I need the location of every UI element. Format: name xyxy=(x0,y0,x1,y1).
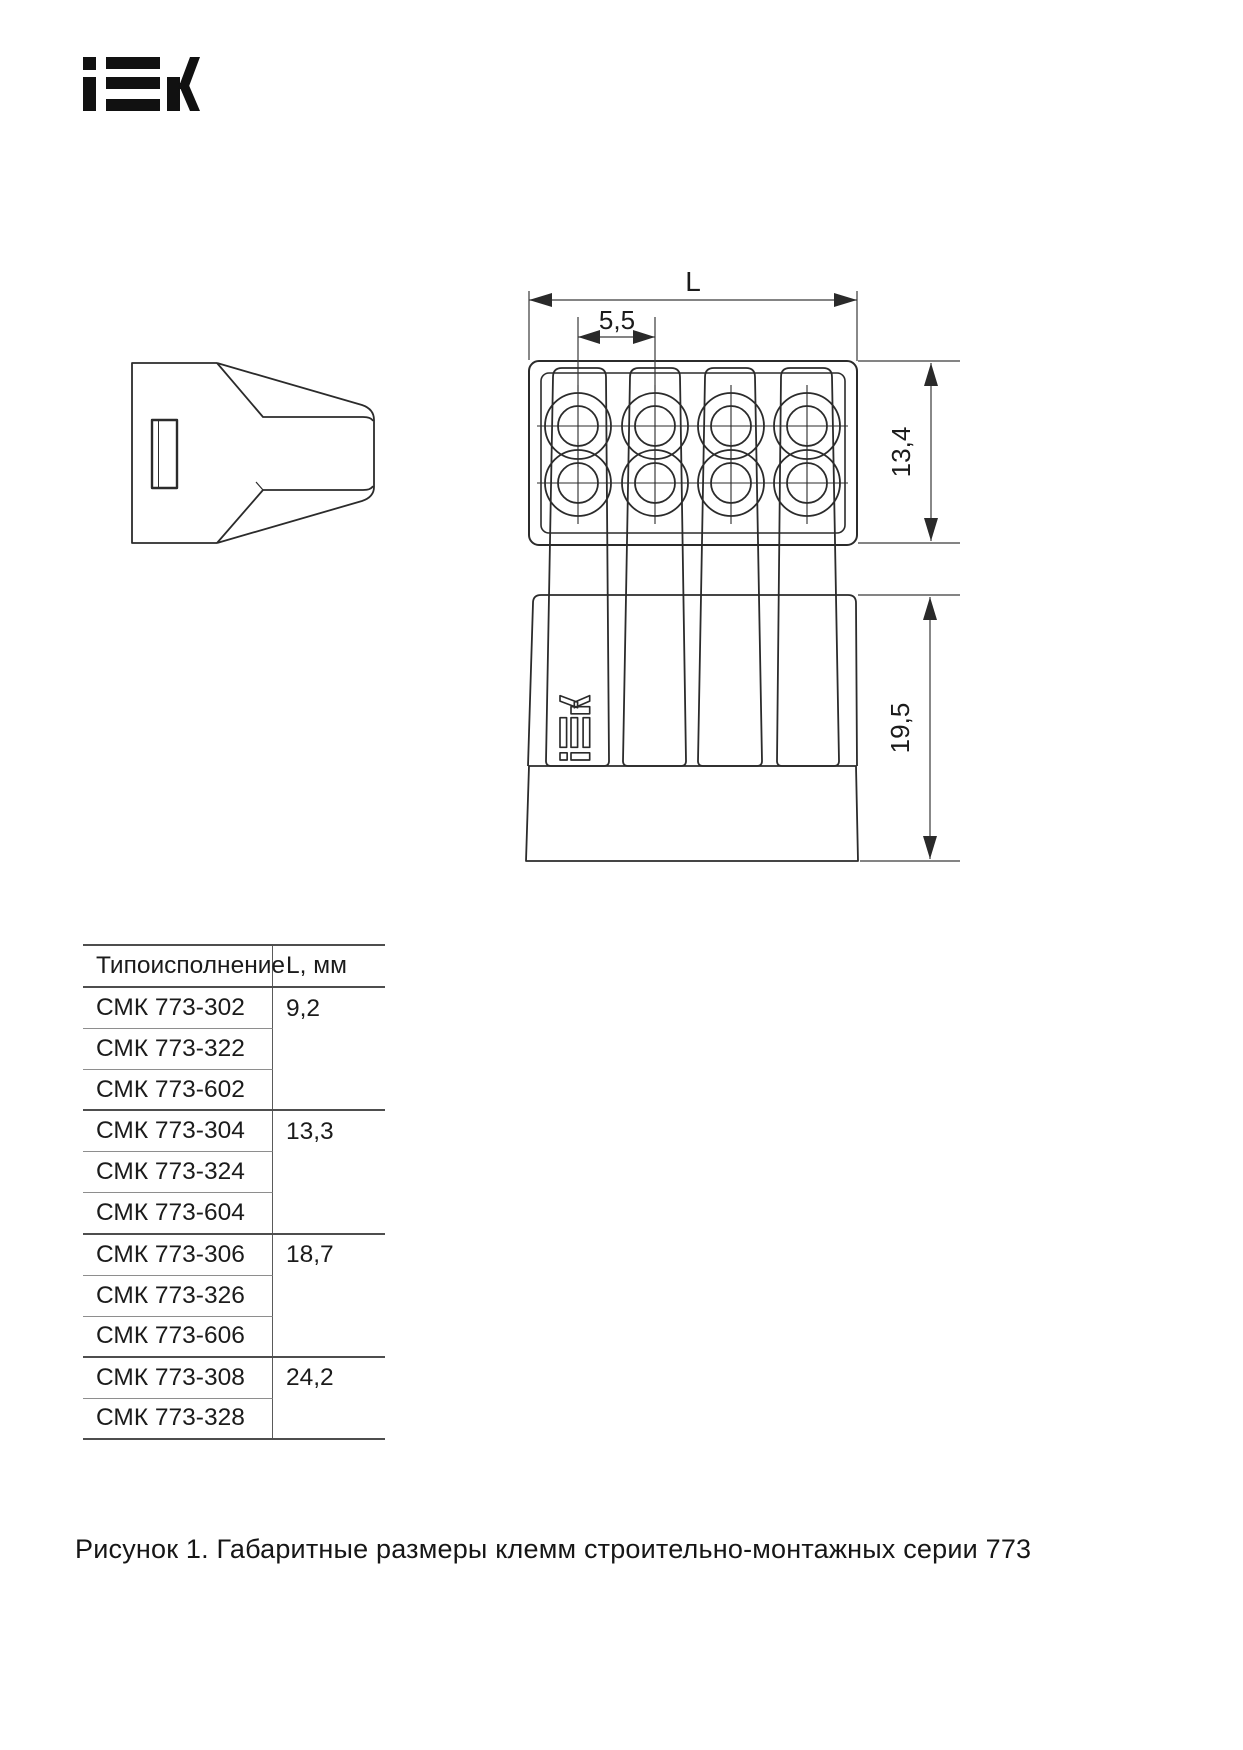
table-row xyxy=(83,1276,385,1317)
side-view xyxy=(132,363,374,543)
table-row xyxy=(83,1152,385,1193)
cell-length xyxy=(273,1029,385,1070)
terminal-hole xyxy=(766,442,848,524)
table-row xyxy=(83,988,385,1029)
figure-caption: Рисунок 1. Габаритные размеры клемм строительно-монтажных серии 773 xyxy=(75,1534,1032,1564)
arrowhead-down-icon xyxy=(923,836,937,859)
table-row xyxy=(83,1235,385,1276)
cell-model: СМК 773-302 xyxy=(83,988,273,1029)
table-header-row xyxy=(83,944,385,988)
arrowhead-left-icon xyxy=(529,293,552,307)
terminal-holes xyxy=(537,385,848,524)
cell-model: СМК 773-324 xyxy=(83,1152,273,1193)
table-header-model: Типоисполнение xyxy=(83,946,273,986)
arrowhead-up-icon xyxy=(923,597,937,620)
cell-model: СМК 773-322 xyxy=(83,1029,273,1070)
table-row xyxy=(83,1070,385,1111)
arrowhead-left-icon xyxy=(578,330,600,344)
dim-label-length: L xyxy=(685,266,701,297)
cell-model: СМК 773-308 xyxy=(83,1358,273,1399)
dimension-drawing xyxy=(0,230,1243,910)
cell-model: СМК 773-328 xyxy=(83,1399,273,1438)
front-view-base xyxy=(526,766,858,861)
table-row xyxy=(83,1358,385,1399)
cell-length: 9,2 xyxy=(286,994,321,1022)
side-view-window xyxy=(152,420,177,488)
cell-length xyxy=(273,1276,385,1317)
front-view xyxy=(526,368,858,861)
dim-label-height-top: 13,4 xyxy=(886,426,916,478)
side-view-taper-inner-bottom xyxy=(217,486,373,543)
cell-model: СМК 773-602 xyxy=(83,1070,273,1109)
dimension-pitch xyxy=(578,305,655,391)
arrowhead-right-icon xyxy=(633,330,655,344)
table-row xyxy=(83,1317,385,1358)
cell-length: 18,7 xyxy=(286,1241,334,1269)
cell-model: СМК 773-606 xyxy=(83,1317,273,1356)
dimension-height-front xyxy=(858,595,960,861)
cell-model: СМК 773-326 xyxy=(83,1276,273,1317)
cell-length xyxy=(273,1399,385,1438)
cell-length xyxy=(273,1152,385,1193)
cell-model: СМК 773-304 xyxy=(83,1111,273,1152)
dimension-height-top xyxy=(858,361,960,543)
dim-label-height-front: 19,5 xyxy=(885,702,915,754)
cell-length: 24,2 xyxy=(286,1364,334,1392)
table-row xyxy=(83,1399,385,1440)
iek-logo xyxy=(83,57,200,111)
top-view-inner-body xyxy=(541,373,845,533)
cell-length xyxy=(273,1317,385,1356)
spec-table xyxy=(83,944,385,1440)
cell-length xyxy=(273,1070,385,1109)
arrowhead-up-icon xyxy=(924,363,938,386)
cell-length xyxy=(273,1193,385,1232)
cell-model: СМК 773-604 xyxy=(83,1193,273,1232)
table-header-length: L, мм xyxy=(286,952,347,979)
side-view-body xyxy=(132,363,217,543)
iek-logo-glyphs xyxy=(83,57,200,111)
table-row xyxy=(83,1029,385,1070)
arrowhead-down-icon xyxy=(924,518,938,541)
terminal-hole xyxy=(614,442,696,524)
table-row xyxy=(83,1193,385,1234)
side-view-notch xyxy=(256,482,263,490)
table-row xyxy=(83,1111,385,1152)
dim-label-pitch: 5,5 xyxy=(598,305,636,335)
arrowhead-right-icon xyxy=(834,293,857,307)
side-view-taper-inner-top xyxy=(217,363,373,421)
iek-logo-engraving xyxy=(560,696,590,760)
cell-length: 13,3 xyxy=(286,1117,334,1145)
lever-finger xyxy=(698,368,762,766)
cell-model: СМК 773-306 xyxy=(83,1235,273,1276)
